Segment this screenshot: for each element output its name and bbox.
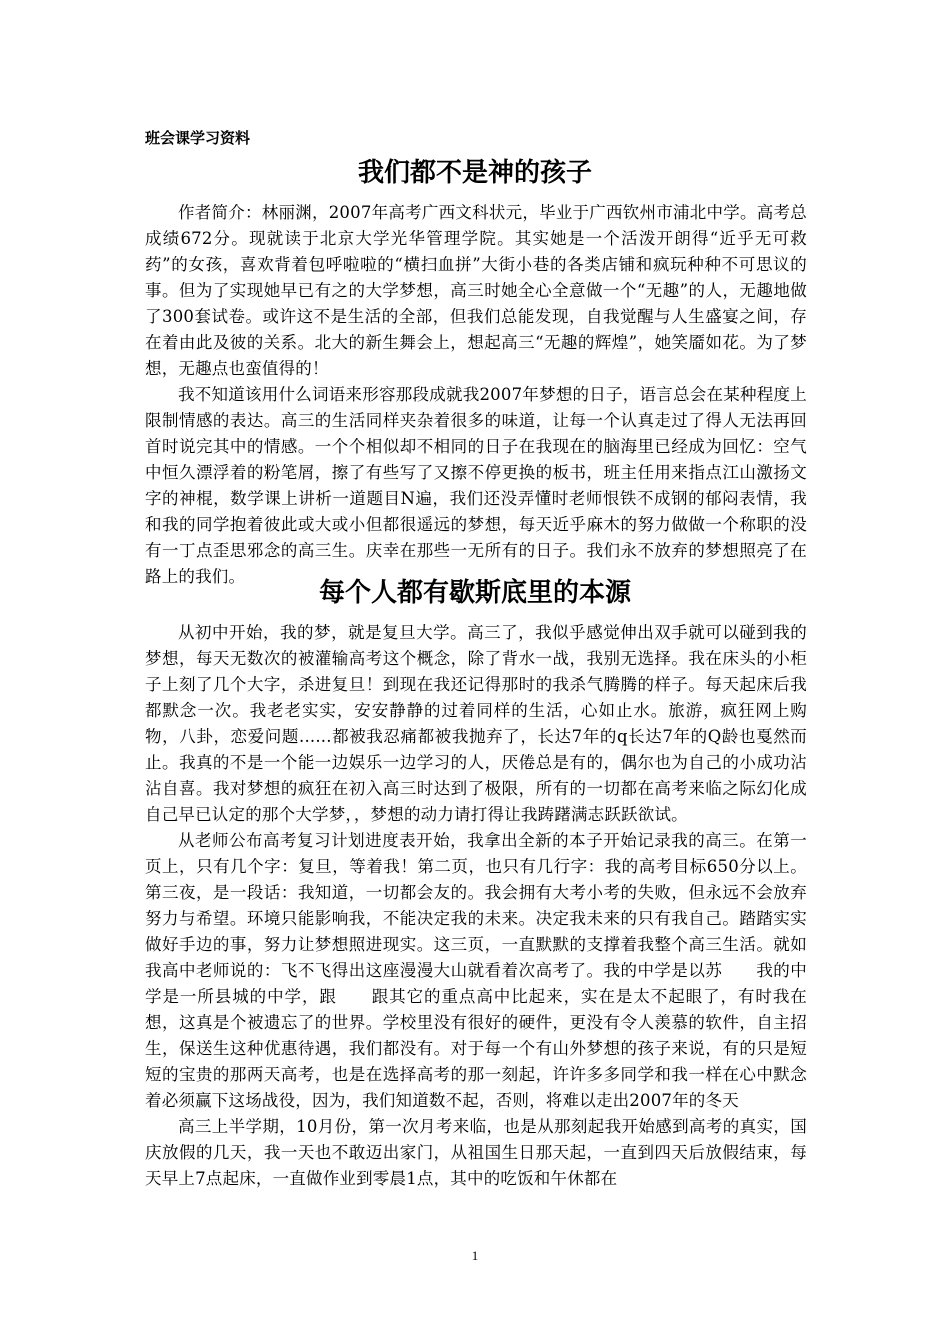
article-body-1 — [145, 200, 807, 590]
article-body-2 — [145, 620, 807, 1192]
body-paragraph: 我不知道该用什么词语来形容那段成就我2007年梦想的日子，语言总会在某种程度上限制情感的表达。高三的生活同样夹杂着很多的味道，让每一个认真走过了得人无法再回首时说完其中的情感。一个个相似却不相同的日子在我现在的脑海里已经成为回忆：空气中恒久漂浮着的粉笔屑，擦了有些写了又擦不停更换的板书，班主任用来指点江山激扬文字的神棍，数学课上讲析一道题目N遍，我们还没弄懂时老师恨铁不成钢的郁闷表情，我和我的同学抱着彼此或大或小但都很遥远的梦想，每天近乎麻木的努力做做一个称职的没有一丁点歪思邪念的高三生。庆幸在那些一无所有的日子。我们永不放弃的梦想照亮了在路上的我们。 — [145, 385, 807, 586]
author-intro-paragraph: 作者简介：林丽渊，2007年高考广西文科状元，毕业于广西钦州市浦北中学。高考总成绩672分。现就读于北京大学光华管理学院。其实她是一个活泼开朗得“近乎无可救药”的女孩，喜欢背着包呼啦啦的“横扫血拼”大街小巷的各类店铺和疯玩种种不可思议的事。但为了实现她早已有之的大学梦想，高三时她全心全意做一个“无趣”的人，无趣地做了300套试卷。或许这不是生活的全部，但我们总能发现，自我觉醒与人生盛宴之间，存在着由此及彼的关系。北大的新生舞会上，想起高三“无趣的辉煌”，她笑靥如花。为了梦想，无趣点也蛮值得的！ — [145, 203, 807, 378]
body-paragraph: 高三上半学期，10月份，第一次月考来临，也是从那刻起我开始感到高考的真实，国庆放假的几天，我一天也不敢迈出家门，从祖国生日那天起，一直到四天后放假结束，每天早上7点起床，一直做作业到零晨1点，其中的吃饭和午休都在 — [145, 1117, 807, 1188]
article-title: 我们都不是神的孩子 — [357, 158, 592, 188]
page-number: 1 — [471, 1248, 479, 1263]
body-paragraph: 从老师公布高考复习计划进度表开始，我拿出全新的本子开始记录我的高三。在第一页上，只有几个字：复旦，等着我！第二页，也只有几行字：我的高考目标650分以上。第三夜，是一段话：我知道，一切都会友的。我会拥有大考小考的失败，但永远不会放弃努力与希望。环境只能影响我，不能决定我的未来。决定我未来的只有我自己。踏踏实实做好手边的事，努力让梦想照进现实。这三页，一直默默的支撑着我整个高三生活。就如我高中老师说的：飞不飞得出这座漫漫大山就看着次高考了。我的中学是以苏 我的中学是一所县城的中学，跟 跟其它的重点高中比起来，实在是太不起眼了，有时我在想，这真是个被遗忘了的世界。学校里没有很好的硬件，更没有令人羡慕的软件，自主招生，保送生这种优惠待遇，我们都没有。对于每一个有山外梦想的孩子来说，有的只是短短的宝贵的那两天高考，也是在选择高考的那一刻起，许许多多同学和我一样在心中默念着必须赢下这场战役，因为，我们知道数不起，否则，将难以走出2007年的冬天 — [145, 831, 807, 1110]
body-paragraph: 从初中开始，我的梦，就是复旦大学。高三了，我似乎感觉伸出双手就可以碰到我的梦想，每天无数次的被灌输高考这个概念，除了背水一战，我别无选择。我在床头的小柜子上刻了几个大字，杀进复旦！到现在我还记得那时的我杀气腾腾的样子。每天起床后我都默念一次。我老老实实，安安静静的过着同样的生活，心如止水。旅游，疯狂网上购物，八卦，恋爱问题......都被我忍痛都被我抛弃了，长达7年的q长达7年的Q龄也戛然而止。我真的不是一个能一边娱乐一边学习的人，厌倦总是有的，偶尔也为自己的小成功沾沾自喜。我对梦想的疯狂在初入高三时达到了极限，所有的一切都在高考来临之际幻化成自己早已认定的那个大学梦，，梦想的动力请打得让我踌躇满志跃跃欲试。 — [145, 623, 807, 824]
header-label: 班会课学习资料 — [145, 129, 251, 147]
section-title: 每个人都有歇斯底里的本源 — [318, 578, 631, 608]
